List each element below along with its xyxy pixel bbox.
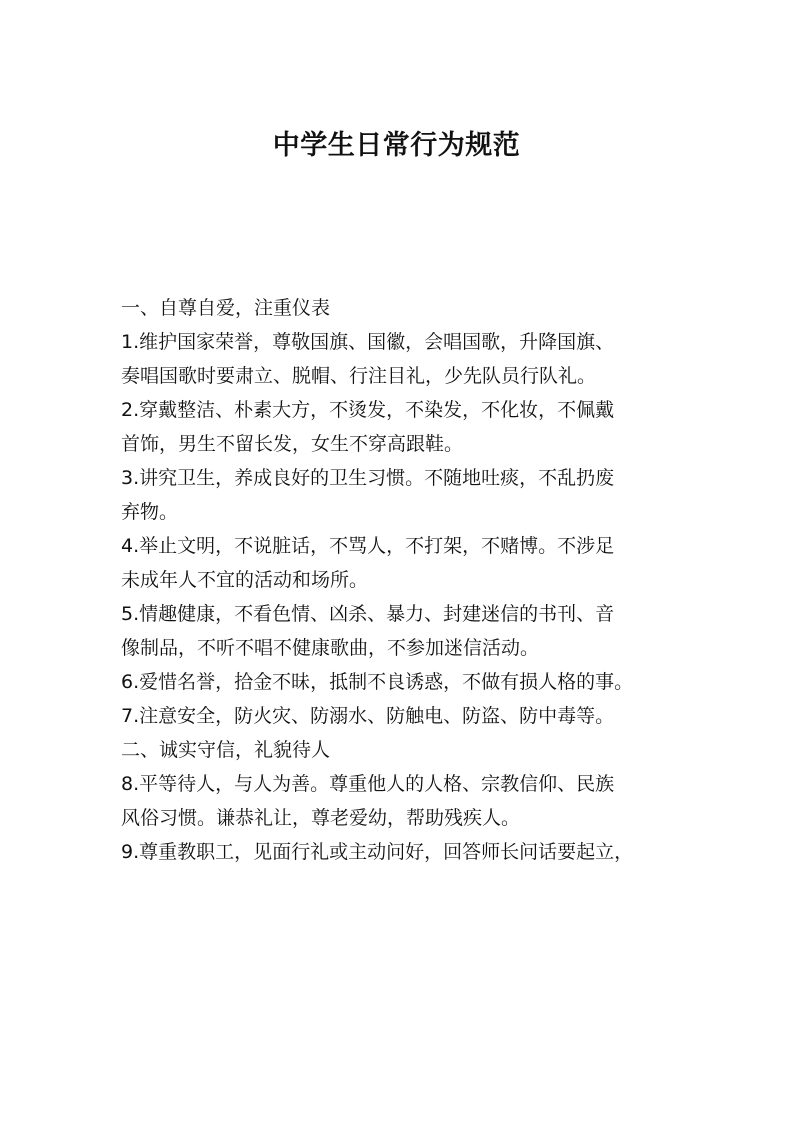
document-body [121, 291, 686, 869]
body-line: 8.平等待人，与人为善。尊重他人的人格、宗教信仰、民族 [121, 773, 615, 795]
section-heading-2: 二、诚实守信，礼貌待人 [121, 739, 331, 761]
body-line: 7.注意安全，防火灾、防溺水、防触电、防盗、防中毒等。 [121, 705, 615, 727]
body-line: 像制品，不听不唱不健康歌曲，不参加迷信活动。 [121, 637, 540, 659]
body-line: 弃物。 [121, 501, 179, 523]
body-line: 风俗习惯。谦恭礼让，尊老爱幼，帮助残疾人。 [121, 807, 521, 829]
body-line: 1.维护国家荣誉，尊敬国旗、国徽，会唱国歌，升降国旗、 [121, 331, 615, 353]
body-line: 4.举止文明，不说脏话，不骂人，不打架，不赌博。不涉足 [121, 535, 615, 557]
body-line: 5.情趣健康，不看色情、凶杀、暴力、封建迷信的书刊、音 [121, 603, 615, 625]
body-line: 奏唱国歌时要肃立、脱帽、行注目礼，少先队员行队礼。 [121, 365, 597, 387]
body-line: 6.爱惜名誉，拾金不昧，抵制不良诱惑，不做有损人格的事。 [121, 671, 634, 693]
section-heading-1: 一、自尊自爱，注重仪表 [121, 297, 331, 319]
document-title: 中学生日常行为规范 [272, 130, 521, 161]
body-line: 3.讲究卫生，养成良好的卫生习惯。不随地吐痰，不乱扔废 [121, 467, 615, 489]
body-line: 2.穿戴整洁、朴素大方，不烫发，不染发，不化妆，不佩戴 [121, 399, 615, 421]
body-line: 首饰，男生不留长发，女生不穿高跟鞋。 [121, 433, 464, 455]
body-line: 9.尊重教职工，见面行礼或主动问好，回答师长问话要起立， [121, 841, 634, 863]
body-line: 未成年人不宜的活动和场所。 [121, 569, 369, 591]
